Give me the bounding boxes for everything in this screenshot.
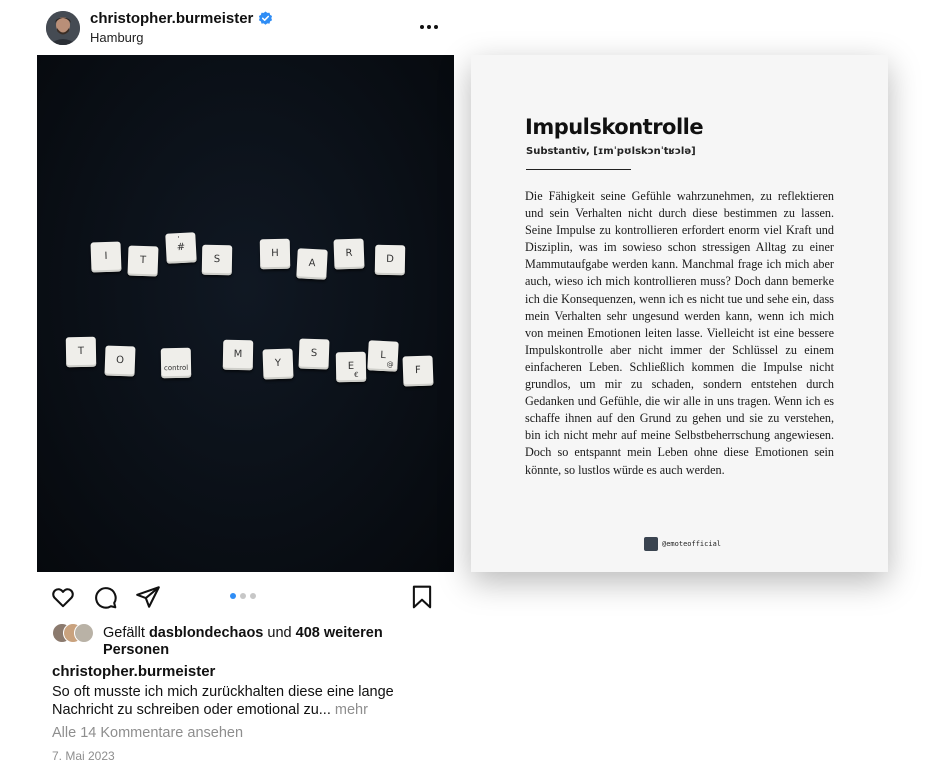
letter-tile: F bbox=[402, 355, 433, 386]
letter-tile: Y bbox=[262, 348, 293, 379]
comment-button[interactable] bbox=[92, 584, 118, 610]
definition-card[interactable] bbox=[471, 55, 888, 572]
letter-tile: T bbox=[66, 337, 97, 368]
letter-tile: I bbox=[90, 241, 121, 272]
post-location[interactable]: Hamburg bbox=[90, 30, 144, 45]
save-button[interactable] bbox=[409, 584, 435, 610]
liker-avatars[interactable] bbox=[52, 623, 92, 643]
card-divider bbox=[526, 169, 631, 170]
card-title: Impulskontrolle bbox=[525, 115, 704, 139]
letter-tile: M bbox=[223, 340, 254, 371]
verified-icon bbox=[258, 11, 273, 26]
likes-summary[interactable]: Gefällt dasblondechaos und 408 weiteren Personen bbox=[103, 625, 383, 658]
post-username[interactable] bbox=[90, 10, 273, 27]
letter-tile: O bbox=[104, 345, 135, 376]
bookmark-icon bbox=[409, 584, 435, 610]
letter-tile: S bbox=[298, 338, 329, 369]
caption-text: So oft musste ich mich zurückhalten diese eine lange Nachricht zu schreiben oder emotional zu... mehr bbox=[52, 684, 394, 718]
card-footer bbox=[644, 537, 721, 551]
more-icon bbox=[417, 17, 441, 37]
more-options-button[interactable] bbox=[417, 17, 441, 37]
heart-icon bbox=[50, 584, 76, 610]
caption-username[interactable]: christopher.burmeister bbox=[52, 663, 216, 680]
carousel-dot bbox=[230, 593, 236, 599]
post-username-label[interactable]: christopher.burmeister bbox=[90, 10, 254, 27]
letter-tile: T bbox=[127, 245, 158, 276]
liker-username[interactable]: dasblondechaos bbox=[148, 625, 264, 641]
letter-tile: ' # bbox=[165, 232, 197, 264]
letter-tile: R bbox=[333, 238, 364, 269]
footer-avatar bbox=[644, 537, 658, 551]
like-button[interactable] bbox=[50, 584, 76, 610]
likes-count[interactable]: 408 weiteren Personen bbox=[103, 625, 383, 658]
view-comments-link[interactable]: Alle 14 Kommentare ansehen bbox=[52, 725, 244, 741]
share-icon bbox=[135, 584, 161, 610]
letter-tile: E € bbox=[336, 352, 367, 383]
avatar[interactable] bbox=[46, 11, 80, 45]
letter-tile: L @ bbox=[367, 340, 399, 372]
liker-avatar bbox=[74, 623, 94, 643]
letter-tile: A bbox=[296, 248, 328, 280]
caption-more-link[interactable]: mehr bbox=[334, 701, 368, 718]
share-button[interactable] bbox=[135, 584, 161, 610]
comment-icon bbox=[92, 584, 118, 610]
card-body: Die Fähigkeit seine Gefühle wahrzunehmen, zu reflektieren und sein Verhalten nicht durch diese bestimmen zu lassen. Seine Impulse zu kontrollieren erfordert enorm viel Kraft und Disziplin, was im sowieso schon stressigen Alltag zu einer Mammutaufgabe werden kann. Manchmal frage ich mich aber auch, wieso ich mich kontrollieren muss? Doch dann bemerke ich die Konsequenzen, wenn ich es nicht tue und sehe ein, dass mein Verhalten sehr ungesund werden kann, wenn ich mich von meinen Emotionen leiten lasse. Vielleicht ist eine bessere Impulskontrolle aber nicht immer der Schlüssel zu einem einfacheren Leben. Schließlich kommen die Impulse nicht grundlos, um mir zu schaden, sondern entstehen durch Gedanken und Gefühle, die wir alle in uns tragen. Wenn ich es schaffe ihnen auf den Grund zu gehen und sie zu verstehen, bin ich nicht mehr auf meine Selbstbeherrschung angewiesen. Doch so entspannt mein Leben ohne diese Emotionen sein könnte, so lustlos würde es auch werden. bbox=[525, 189, 834, 477]
carousel-dot bbox=[240, 593, 246, 599]
carousel-indicator bbox=[230, 593, 256, 599]
letter-tile: S bbox=[202, 245, 233, 276]
letter-tile: D bbox=[375, 245, 406, 276]
letter-tile: control bbox=[161, 348, 192, 379]
footer-handle: @emoteofficial bbox=[662, 540, 722, 548]
carousel-dot bbox=[250, 593, 256, 599]
post-image[interactable] bbox=[37, 55, 454, 572]
letter-tile: H bbox=[260, 239, 291, 270]
card-subtitle: Substantiv, [ɪmˈpʊlskɔnˈtʁɔlə] bbox=[526, 146, 696, 157]
post-date: 7. Mai 2023 bbox=[52, 749, 115, 763]
